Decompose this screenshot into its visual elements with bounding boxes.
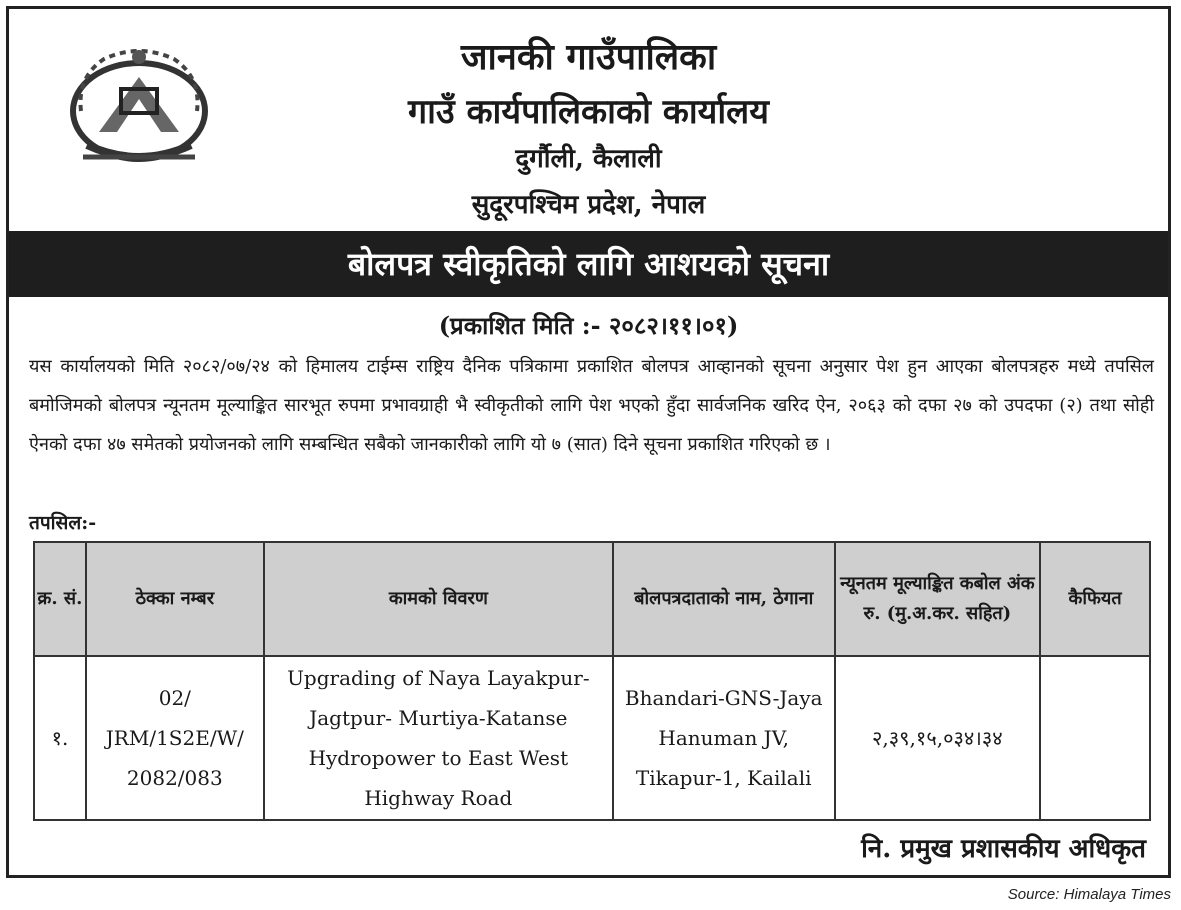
row-contract-number: 02/ JRM/1S2E/W/ 2082/083 — [86, 656, 264, 820]
notice-title-banner: बोलपत्र स्वीकृतिको लागि आशयको सूचना — [9, 231, 1168, 297]
notice-frame — [6, 6, 1171, 878]
notice-body: यस कार्यालयको मिति २०८२/०७/२४ को हिमालय टाईम्स राष्ट्रिय दैनिक पत्रिकामा प्रकाशित बोलपत्र आव्हानको सूचना अनुसार पेश हुन आएका बोलपत्रहरु मध्ये तपसिल बमोजिमको बोलपत्र न्यूनतम मूल्याङ्कित सारभूत रुपमा प्रभावग्राही भै स्वीकृतीको लागि पेश भएको हुँदा सार्वजनिक खरिद ऐन, २०६३ को दफा २७ को उपदफा (२) तथा सोही ऐनको दफा ४७ समेतको प्रयोजनको लागि सम्बन्धित सबैको जानकारीको लागि यो ७ (सात) दिने सूचना प्रकाशित गरिएको छ । — [29, 356, 1155, 455]
row-serial: १. — [34, 656, 86, 820]
details-label: तपसिल:- — [29, 512, 97, 534]
header-bidder: बोलपत्रदाताको नाम, ठेगाना — [613, 542, 835, 656]
row-bidder: Bhandari-GNS-Jaya Hanuman JV, Tikapur-1, Kailali — [613, 656, 835, 820]
row-work-description: Upgrading of Naya Layakpur-Jagtpur- Murtiya-Katanse Hydropower to East West Highway Road — [264, 656, 613, 820]
table-row — [34, 656, 1150, 820]
header-work-description: कामको विवरण — [264, 542, 613, 656]
published-date: (प्रकाशित मिति :- २०८२।११।०१) — [438, 311, 739, 340]
municipality-name: जानकी गाउँपालिका — [460, 36, 717, 78]
office-name: गाउँ कार्यपालिकाको कार्यालय — [408, 92, 769, 132]
table-header-row — [34, 542, 1150, 656]
source-credit: Source: Himalaya Times — [1007, 886, 1171, 903]
office-location: दुर्गौली, कैलाली — [515, 144, 662, 174]
header-contract-number: ठेक्का नम्बर — [86, 542, 264, 656]
header-serial: क्र. सं. — [34, 542, 86, 656]
bid-table — [33, 541, 1151, 821]
header-bid-amount: न्यूनतम मूल्याङ्कित कबोल अंक रु. (मु.अ.कर. सहित) — [835, 542, 1041, 656]
row-bid-amount: २,३९,१५,०३४।३४ — [835, 656, 1041, 820]
province-country: सुदूरपश्चिम प्रदेश, नेपाल — [471, 190, 706, 220]
row-remarks — [1040, 656, 1150, 820]
header-remarks: कैफियत — [1040, 542, 1150, 656]
signatory-title: नि. प्रमुख प्रशासकीय अधिकृत — [861, 834, 1146, 864]
